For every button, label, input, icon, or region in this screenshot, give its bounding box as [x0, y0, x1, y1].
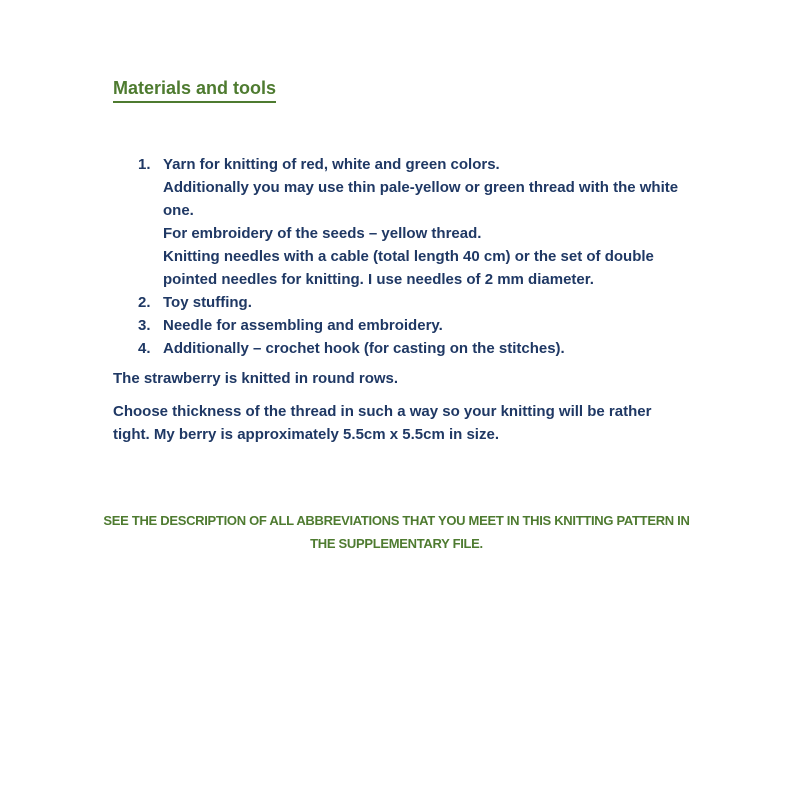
paragraph-round-rows-line-1: The strawberry is knitted in round rows. [113, 370, 399, 387]
materials-list [113, 153, 680, 360]
list-item-4-text [163, 337, 565, 360]
list-item-1-line-3: one. [163, 202, 194, 219]
paragraph-thickness-line-2: tight. My berry is approximately 5.5cm x 5.5cm in size. [113, 426, 499, 443]
list-number-2: 2. [138, 294, 151, 311]
page-title: Materials and tools [113, 76, 276, 103]
list-item-1 [138, 153, 680, 291]
list-number-4: 4. [138, 340, 151, 357]
list-item-1-line-4: For embroidery of the seeds – yellow thread. [163, 225, 482, 242]
list-item-4 [138, 337, 680, 360]
list-item-1-text [163, 153, 678, 291]
list-item-4-line-1: Additionally – crochet hook (for casting on the stitches). [163, 340, 565, 357]
supplementary-file-note-line-1: SEE THE DESCRIPTION OF ALL ABBREVIATIONS THAT YOU MEET IN THIS KNITTING PATTERN IN [103, 513, 690, 528]
paragraph-thickness-line-1: Choose thickness of the thread in such a way so your knitting will be rather [113, 403, 652, 420]
supplementary-file-note-line-2: THE SUPPLEMENTARY FILE. [310, 536, 483, 551]
list-item-1-line-6: pointed needles for knitting. I use needles of 2 mm diameter. [163, 271, 594, 288]
list-item-3-line-1: Needle for assembling and embroidery. [163, 317, 443, 334]
list-number-3: 3. [138, 317, 151, 334]
list-item-2 [138, 291, 680, 314]
list-item-3-text [163, 314, 443, 337]
list-item-2-line-1: Toy stuffing. [163, 294, 252, 311]
list-item-1-line-5: Knitting needles with a cable (total length 40 cm) or the set of double [163, 248, 654, 265]
supplementary-file-note [103, 509, 690, 555]
paragraph-round-rows [113, 367, 680, 390]
list-item-2-text [163, 291, 252, 314]
list-item-3 [138, 314, 680, 337]
paragraph-thickness [113, 400, 680, 446]
list-item-1-line-1: Yarn for knitting of red, white and green colors. [163, 156, 500, 173]
list-item-1-line-2: Additionally you may use thin pale-yellow or green thread with the white [163, 179, 679, 196]
list-number-1: 1. [138, 156, 151, 173]
